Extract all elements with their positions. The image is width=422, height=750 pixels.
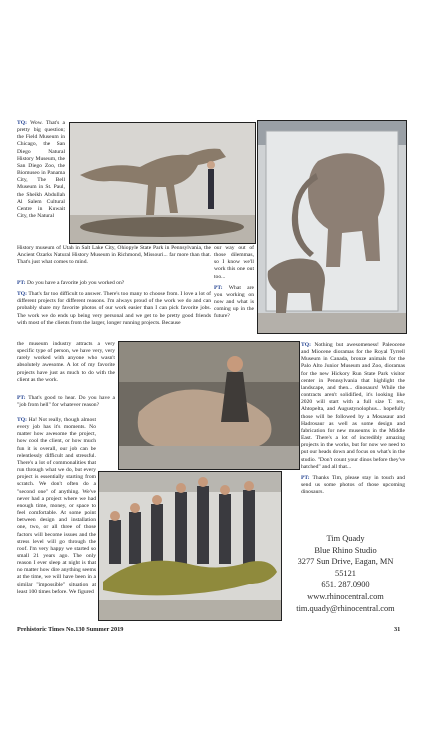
job-from-hell-section (17, 395, 115, 413)
speaker-label: TQ: (301, 342, 311, 348)
team-photo-image (99, 472, 281, 620)
speaker-label: TQ: (17, 291, 27, 298)
continuation-text: History museum of Utah in Salt Lake City, Ohiopyle State Park in Pennsylvania, the Ancient Ozarks Natural History Museum in Richmond, Missouri... far more than that. That's just what comes to mind. (17, 245, 211, 266)
question-text: That's good to hear. Do you have a "job from hell" for whatever reason? (17, 395, 115, 409)
mid-column-text (214, 245, 254, 325)
photo-mammals (257, 120, 407, 334)
question-text: Do you have a favorite job you worked on? (27, 280, 125, 286)
speaker-label: PT: (301, 474, 310, 481)
client-text (17, 341, 115, 384)
speaker-label: PT: (17, 395, 26, 401)
question-text: What are you working on now and what is coming up in the future? (214, 284, 254, 320)
speaker-label: PT: (17, 280, 26, 286)
intro-answer (17, 120, 65, 220)
future-projects-section (301, 342, 405, 500)
speaker-label: PT: (214, 284, 223, 291)
answer-text: Ha! Not really, though almost every job has it's moments. No matter how awesome the project, how cool the client, or how much fun it is overall, our job can be relentlessly difficult and stressful. There's a lot of commonalities that run through what we do, but every project is essentially starting from scratch. We don't often do a "second one" of anything. We've never had a project where we had enough time, money, or space to feel comfortable. At some point between design and installation one, two, or all three of those factors will become issues and the stress level will go through the roof. I'm very happy we started so small 21 years ago. The only reason I ever sleep at night is that no matter how dire anything seems at the time, we will have been in a similar "impossible" situation at least 100 times before. We figured (17, 417, 96, 595)
closing-text: Thanks Tim, please stay in touch and send us some photos of those upcoming dinosaurs. (301, 474, 405, 496)
contact-studio: Blue Rhino Studio (314, 545, 377, 555)
speaker-label: TQ: (17, 120, 27, 126)
photo-dilophosaurus (69, 122, 256, 244)
footer-page-number: 31 (394, 626, 401, 633)
client-paragraph: the museum industry attracts a very specific type of person, we have very, very rarely worked with anyone who wasn't absolutely awesome. A lot of my favorite projects have just as much to do with the client as the work. (17, 341, 115, 383)
job-from-hell-answer (17, 417, 96, 596)
footer-publication: Prehistoric Times No.130 Summer 2019 (17, 626, 124, 633)
dinosaur-sculpture-image (70, 123, 255, 243)
photo-team (98, 471, 282, 621)
contact-phone: 651. 287.0900 (321, 580, 370, 590)
speaker-label: TQ: (17, 417, 27, 423)
contact-block (283, 533, 408, 614)
contact-email[interactable]: tim.quady@rhinocentral.com (296, 603, 395, 613)
answer-continuation (17, 245, 211, 266)
contact-name: Tim Quady (326, 534, 365, 543)
contact-address: 3277 Sun Drive, Eagan, MN (297, 557, 394, 567)
contact-website[interactable]: www.rhinocentral.com (307, 591, 384, 601)
answer-text: Nothing but awesomeness! Paleocene and Miocene dioramas for the Royal Tyrrell Museum in Canada, bronze animals for the Palo Alto Junior Museum and Zoo, dioramas for the new Hickory Run State Park visitor center in Pennsylvania that highlight the landscape, and then... dinosaurs! While the contracts aren't solidified, it's looking like 2020 will start with a full size T. rex, Ahtopelta, and Augustynolophus... hopefully those will be followed by a Mosasaur and Hadrosaur as well as some design and fabrication for new museums in the Middle East. There's a lot of incredibly amazing projects in the works, but for now we need to put our heads down and focus on what's in the studio. "Don't count your dinos before they've hatched" and all that... (301, 342, 405, 470)
studio-sculpting-image (119, 342, 299, 469)
elephant-sculpture-image (258, 121, 406, 333)
favorite-job-section (17, 280, 211, 331)
contact-zip: 55121 (335, 568, 356, 578)
answer-text: Wow. That's a pretty big question; the Field Museum in Chicago, the San Diego Natural History Museum, the San Diego Zoo, the Biomuseo in Panama City, The Bell Museum in St. Paul, the Sheikh Abdullah Al Salem Cultural Centre in Kuwait City, the Natural (17, 120, 65, 220)
dilemma-text: our way out of those dilemmas, so I know we'll work this one out too... (214, 245, 254, 280)
photo-sculptor (118, 341, 300, 470)
answer-text: That's far too difficult to answer. There's too many to choose from. I love a lot of different projects for different reasons. I'm always proud of the work we do and can probably share my favorite photos of our work easier than I can pick favorite jobs. The work we do ends up being very personal and we get to be pretty good friends with most of the clients from the larger, longer running projects. Because (17, 291, 211, 326)
